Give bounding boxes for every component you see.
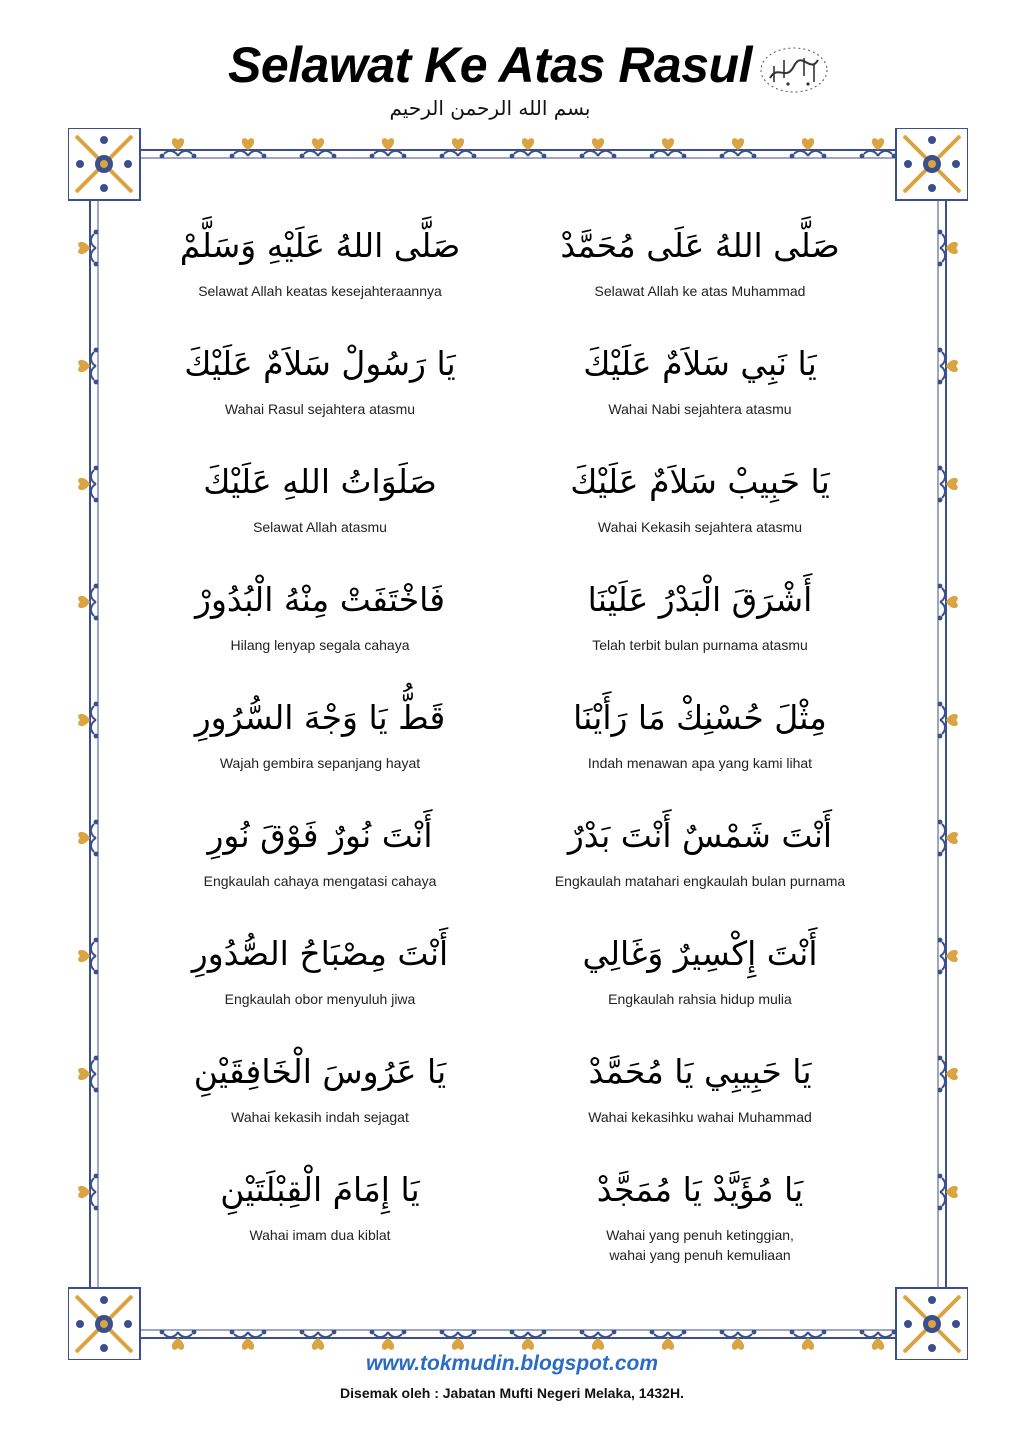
verse-row <box>130 805 890 923</box>
verse-row <box>130 1159 890 1277</box>
verse-row <box>130 451 890 569</box>
floral-motif <box>440 138 477 158</box>
corner-dot <box>904 160 912 168</box>
verse-right <box>510 805 890 923</box>
corner-dot <box>100 136 108 144</box>
floral-motif <box>78 230 98 267</box>
floral-motif <box>160 138 197 158</box>
corner-center-dot <box>100 160 108 168</box>
verse-right <box>510 923 890 1041</box>
corner-dot <box>100 184 108 192</box>
floral-motif <box>790 138 827 158</box>
arabic-line: أَنْتَ إِكْسِيرٌ وَغَالِي <box>582 934 818 973</box>
arabic-line: أَشْرَقَ الْبَدْرُ عَلَيْنَا <box>587 580 813 619</box>
floral-motif <box>78 820 98 857</box>
floral-motif <box>720 1330 757 1350</box>
corner-dot <box>952 1320 960 1328</box>
verse-left <box>130 451 510 569</box>
verse-left <box>130 1041 510 1159</box>
floral-motif <box>78 466 98 503</box>
verse-right <box>510 687 890 805</box>
floral-motif <box>580 138 617 158</box>
floral-motif <box>78 1056 98 1093</box>
malay-translation: Selawat Allah atasmu <box>253 519 387 535</box>
arabic-line: يَا رَسُولْ سَلاَمٌ عَلَيْكَ <box>184 344 456 383</box>
floral-motif <box>720 138 757 158</box>
verse-list <box>130 215 890 1277</box>
floral-motif <box>938 584 958 621</box>
corner-dot <box>928 136 936 144</box>
floral-motif <box>230 138 267 158</box>
verse-row <box>130 333 890 451</box>
malay-translation: Wajah gembira sepanjang hayat <box>219 755 421 771</box>
verse-right <box>510 1159 890 1277</box>
floral-motif <box>938 230 958 267</box>
floral-motif <box>790 1330 827 1350</box>
floral-motif <box>938 1174 958 1211</box>
arabic-line: فَاخْتَفَتْ مِنْهُ الْبُدُورْ <box>195 580 445 619</box>
malay-translation: Engkaulah matahari engkaulah bulan purnama <box>554 873 846 889</box>
arabic-line: مِثْلَ حُسْنِكْ مَا رَأَيْنَا <box>573 698 827 737</box>
corner-center-dot <box>928 160 936 168</box>
corner-dot <box>76 160 84 168</box>
floral-motif <box>938 820 958 857</box>
malay-translation: Engkaulah cahaya mengatasi cahaya <box>203 873 437 889</box>
malay-translation: Wahai Kekasih sejahtera atasmu <box>597 519 803 535</box>
malay-translation: Wahai imam dua kiblat <box>249 1227 391 1243</box>
malay-translation: Indah menawan apa yang kami lihat <box>587 755 813 771</box>
verse-row <box>130 687 890 805</box>
verse-right <box>510 215 890 333</box>
verse-row <box>130 1041 890 1159</box>
malay-translation: Wahai yang penuh ketinggian, wahai yang penuh kemuliaan <box>606 1227 794 1263</box>
arabic-line: قَطُّ يَا وَجْهَ السُّرُورِ <box>194 698 446 737</box>
malay-translation: Selawat Allah ke atas Muhammad <box>594 283 806 299</box>
arabic-line: أَنْتَ شَمْسٌ أَنْتَ بَدْرٌ <box>567 816 833 855</box>
malay-translation: Wahai kekasih indah sejagat <box>231 1109 409 1125</box>
arabic-line: أَنْتَ نُورٌ فَوْقَ نُورِ <box>207 816 433 855</box>
corner-dot <box>124 1320 132 1328</box>
verse-row <box>130 215 890 333</box>
floral-motif <box>938 702 958 739</box>
corner-dot <box>76 1320 84 1328</box>
verse-right <box>510 1041 890 1159</box>
malay-translation: Engkaulah rahsia hidup mulia <box>608 991 792 1007</box>
page-title: Selawat Ke Atas Rasul <box>228 37 752 93</box>
corner-center-dot <box>928 1320 936 1328</box>
malay-translation: Hilang lenyap segala cahaya <box>230 637 410 653</box>
verse-right <box>510 451 890 569</box>
corner-center-dot <box>100 1320 108 1328</box>
floral-motif <box>300 1330 337 1350</box>
verse-left <box>130 805 510 923</box>
arabic-line: صَلَّى اللهُ عَلَى مُحَمَّدْ <box>560 226 840 265</box>
verse-left <box>130 687 510 805</box>
floral-motif <box>370 1330 407 1350</box>
floral-motif <box>300 138 337 158</box>
arabic-line: يَا نَبِي سَلاَمٌ عَلَيْكَ <box>583 344 817 383</box>
floral-motif <box>370 138 407 158</box>
floral-motif <box>78 348 98 385</box>
floral-motif <box>78 702 98 739</box>
corner-dot <box>124 160 132 168</box>
malay-translation: Engkaulah obor menyuluh jiwa <box>224 991 416 1007</box>
floral-motif <box>650 1330 687 1350</box>
floral-motif <box>440 1330 477 1350</box>
verse-row <box>130 569 890 687</box>
verse-left <box>130 1159 510 1277</box>
verse-left <box>130 569 510 687</box>
corner-dot <box>904 1320 912 1328</box>
floral-motif <box>510 138 547 158</box>
corner-dot <box>100 1296 108 1304</box>
floral-motif <box>860 138 897 158</box>
footer-credit: Disemak oleh : Jabatan Mufti Negeri Melaka, 1432H. <box>340 1385 684 1401</box>
arabic-line: يَا عَرُوسَ الْخَافِقَيْنِ <box>193 1052 447 1091</box>
malay-translation: Selawat Allah keatas kesejahteraannya <box>198 283 442 299</box>
arabic-line: يَا مُؤَيَّدْ يَا مُمَجَّدْ <box>596 1170 804 1209</box>
malay-translation: Wahai Nabi sejahtera atasmu <box>608 401 792 417</box>
verse-left <box>130 923 510 1041</box>
floral-motif <box>78 584 98 621</box>
corner-dot <box>952 160 960 168</box>
saw-calligraphy-icon <box>758 44 830 96</box>
floral-motif <box>510 1330 547 1350</box>
arabic-line: يَا إِمَامَ الْقِبْلَتَيْنِ <box>220 1170 420 1209</box>
arabic-line: أَنْتَ مِصْبَاحُ الصُّدُورِ <box>191 934 449 973</box>
malay-translation: Wahai Rasul sejahtera atasmu <box>224 401 416 417</box>
floral-motif <box>938 348 958 385</box>
corner-dot <box>100 1344 108 1352</box>
floral-motif <box>938 1056 958 1093</box>
floral-motif <box>78 938 98 975</box>
corner-dot <box>928 184 936 192</box>
corner-dot <box>928 1296 936 1304</box>
floral-motif <box>938 938 958 975</box>
floral-motif <box>230 1330 267 1350</box>
basmala: بسم الله الرحمن الرحيم <box>389 96 591 120</box>
verse-left <box>130 215 510 333</box>
floral-motif <box>78 1174 98 1211</box>
floral-motif <box>650 138 687 158</box>
malay-translation: Telah terbit bulan purnama atasmu <box>592 637 808 653</box>
floral-motif <box>580 1330 617 1350</box>
arabic-line: يَا حَبِيبِي يَا مُحَمَّدْ <box>588 1052 812 1091</box>
verse-left <box>130 333 510 451</box>
floral-motif <box>160 1330 197 1350</box>
verse-row <box>130 923 890 1041</box>
website-link: www.tokmudin.blogspot.com <box>365 1352 659 1375</box>
arabic-line: يَا حَبِيبْ سَلاَمٌ عَلَيْكَ <box>570 462 830 501</box>
floral-motif <box>938 466 958 503</box>
arabic-line: صَلَوَاتُ اللهِ عَلَيْكَ <box>203 462 437 501</box>
verse-right <box>510 569 890 687</box>
corner-dot <box>928 1344 936 1352</box>
malay-translation: Wahai kekasihku wahai Muhammad <box>588 1109 812 1125</box>
arabic-line: صَلَّى اللهُ عَلَيْهِ وَسَلَّمْ <box>179 226 461 265</box>
verse-right <box>510 333 890 451</box>
floral-motif <box>860 1330 897 1350</box>
